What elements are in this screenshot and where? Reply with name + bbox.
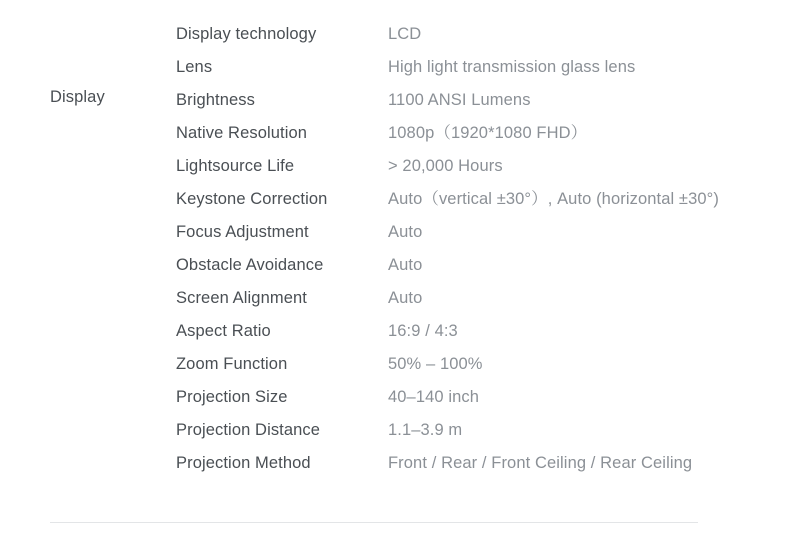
spec-label: Focus Adjustment: [176, 223, 309, 241]
specifications-table: [176, 18, 776, 480]
table-row: [176, 18, 776, 51]
table-row: [176, 117, 776, 150]
table-row: [176, 447, 776, 480]
table-row: [176, 183, 776, 216]
spec-value: > 20,000 Hours: [388, 157, 503, 175]
section-title: Display: [50, 88, 105, 106]
table-row: [176, 249, 776, 282]
table-row: [176, 348, 776, 381]
spec-value: 1100 ANSI Lumens: [388, 91, 531, 109]
spec-value: Front / Rear / Front Ceiling / Rear Ceiling: [388, 454, 693, 472]
spec-label: Native Resolution: [176, 124, 308, 142]
table-row: [176, 216, 776, 249]
table-row: [176, 381, 776, 414]
spec-label: Projection Size: [176, 388, 288, 406]
spec-label: Zoom Function: [176, 355, 288, 373]
spec-value: Auto: [388, 256, 423, 274]
spec-value: 1.1–3.9 m: [388, 421, 463, 439]
spec-value: Auto（vertical ±30°）, Auto (horizontal ±30°): [388, 190, 719, 208]
spec-label: Display technology: [176, 25, 317, 43]
spec-label: Keystone Correction: [176, 190, 328, 208]
spec-label: Screen Alignment: [176, 289, 307, 307]
table-row: [176, 84, 776, 117]
spec-label: Lens: [176, 58, 213, 76]
spec-value: 16:9 / 4:3: [388, 322, 458, 340]
spec-value: Auto: [388, 289, 423, 307]
spec-label: Brightness: [176, 91, 255, 109]
table-row: [176, 150, 776, 183]
section-divider: [50, 522, 698, 523]
table-row: [176, 51, 776, 84]
spec-value: LCD: [388, 25, 422, 43]
table-row: [176, 315, 776, 348]
spec-label: Projection Method: [176, 454, 311, 472]
spec-value: 50% – 100%: [388, 355, 483, 373]
specifications-table-body: [176, 18, 776, 480]
spec-label: Projection Distance: [176, 421, 321, 439]
table-row: [176, 282, 776, 315]
spec-value: High light transmission glass lens: [388, 58, 636, 76]
spec-value: 1080p（1920*1080 FHD）: [388, 124, 588, 142]
table-row: [176, 414, 776, 447]
spec-label: Aspect Ratio: [176, 322, 271, 340]
spec-value: 40–140 inch: [388, 388, 480, 406]
spec-label: Lightsource Life: [176, 157, 295, 175]
spec-value: Auto: [388, 223, 423, 241]
spec-label: Obstacle Avoidance: [176, 256, 324, 274]
